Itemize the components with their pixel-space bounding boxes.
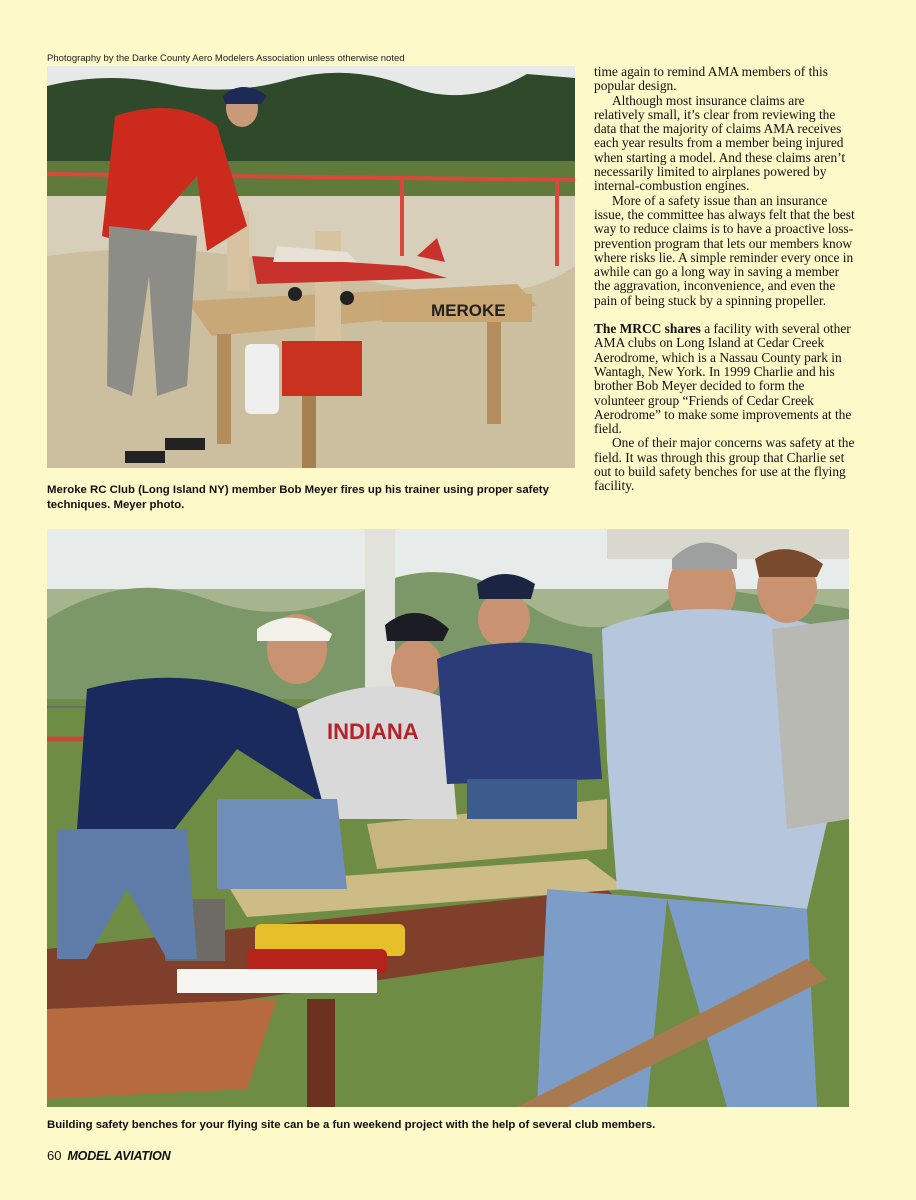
photo-bob-meyer-safety-bench (47, 66, 575, 468)
photo1-caption: Meroke RC Club (Long Island NY) member Bob Meyer fires up his trainer using proper safety techniques. Meyer photo. (47, 484, 549, 511)
page-number: 60 (47, 1148, 62, 1163)
article-paragraph (594, 322, 858, 436)
photo-club-members-building-bench (47, 529, 849, 1107)
photo2-caption: Building safety benches for your flying site can be a fun weekend project with the help of several club members. (47, 1119, 656, 1131)
article-paragraph: More of a safety issue than an insurance issue, the committee has always felt that the best way to reduce claims is to have a proactive loss-prevention program that lets our members know where risks lie. A simple reminder every once in awhile can go a long way in saving a member the aggravation, inconvenience, and even the pain of being stuck by a spinning propeller. (594, 192, 855, 308)
article-text: a facility with several other AMA clubs on Long Island at Cedar Creek Aerodrome, which is a Nassau County park in Wantagh, New York. In 1999 Charlie and his brother Bob Meyer decided to form the volunteer group “Friends of Cedar Creek Aerodrome” to make some improvements at the field. (594, 321, 852, 437)
magazine-name: MODEL AVIATION (67, 1149, 171, 1163)
article-paragraph: One of their major concerns was safety at the field. It was through this group that Charlie set out to build safety benches for use at the flying facility. (594, 435, 855, 494)
article-column (594, 65, 858, 494)
indiana-shirt-text: INDIANA (327, 719, 419, 744)
article-paragraph: time again to remind AMA members of this popular design. (594, 64, 828, 94)
photo-credit: Photography by the Darke County Aero Modelers Association unless otherwise noted (47, 53, 405, 64)
article-paragraph: Although most insurance claims are relatively small, it’s clear from reviewing the data that the majority of claims AMA receives each year results from a member being injured when starting a model. And these claims aren’t necessarily limited to airplanes powered by internal-combustion engines. (594, 92, 846, 194)
run-in-head: The MRCC shares (594, 321, 701, 337)
page-footer (47, 1148, 170, 1163)
meroke-sign: MEROKE (431, 301, 506, 320)
